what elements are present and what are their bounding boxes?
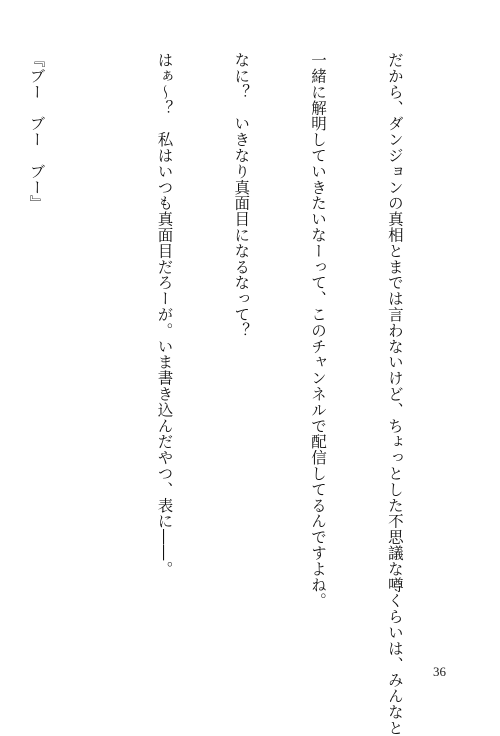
text-line: だから、ダンジョンの真相とまでは言わないけど、ちょっとした不思議な噂くらいは、みんなと (385, 52, 404, 736)
text-line: なに？ いきなり真面目になるなって？ (232, 52, 251, 339)
text-line: 一緒に解明していきたいなーって、このチャンネルで配信してるんですよね。 (309, 52, 328, 609)
page-number: 36 (433, 664, 446, 679)
text-line: 『ブー ブー ブー』 (27, 52, 46, 211)
text-line: はぁ〜？ 私はいつも真面目だろーが。いま書き込んだやつ、表に――。 (155, 52, 174, 577)
